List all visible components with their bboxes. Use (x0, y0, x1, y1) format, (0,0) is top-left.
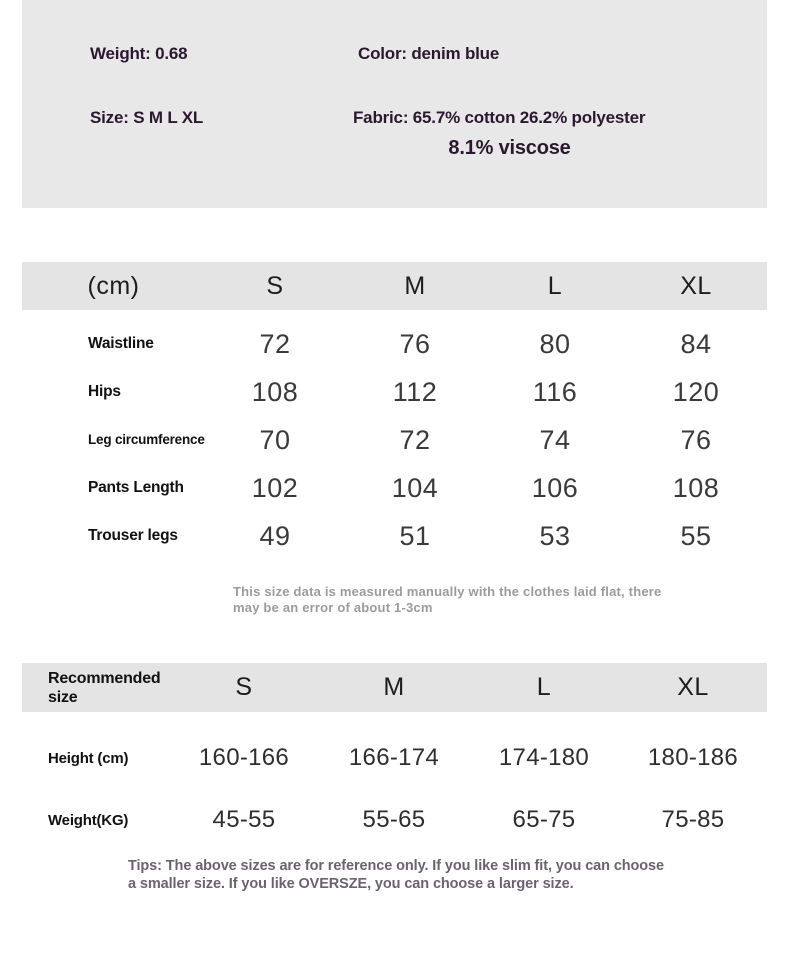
product-size: Size: S M L XL (90, 108, 204, 127)
cell-value: 55 (680, 520, 712, 551)
column-header-l: L (536, 673, 552, 701)
size-table-unit-header: (cm) (87, 271, 140, 300)
cell-value: 70 (259, 424, 291, 455)
table-row-pants-length (22, 464, 767, 512)
table-row-trouser-legs (22, 512, 767, 560)
cell-value: 102 (251, 472, 299, 503)
column-header-s: S (266, 271, 284, 300)
row-label: Weight(KG) (48, 811, 129, 829)
cell-value: 53 (539, 520, 571, 551)
table-row-weight (22, 789, 767, 851)
column-header-m: M (404, 271, 426, 300)
cell-value: 106 (531, 472, 579, 503)
recommended-table-header (22, 663, 767, 712)
product-fabric: Fabric: 65.7% cotton 26.2% polyester (353, 108, 646, 127)
product-weight: Weight: 0.68 (90, 44, 188, 63)
column-header-xl: XL (677, 673, 709, 701)
cell-value: 72 (259, 328, 291, 359)
cell-value: 84 (680, 328, 712, 359)
cell-value: 180-186 (647, 744, 739, 771)
cell-value: 166-174 (348, 744, 440, 771)
cell-value: 74 (539, 424, 571, 455)
measurement-note: This size data is measured manually with the clothes laid flat, there may be an error of about 1-3cm (233, 584, 662, 615)
cell-value: 116 (532, 376, 578, 407)
cell-value: 104 (391, 472, 439, 503)
table-row-height (22, 727, 767, 789)
row-label: Pants Length (88, 478, 184, 496)
cell-value: 65-75 (512, 806, 576, 833)
row-label: Hips (88, 382, 121, 400)
table-row-hips (22, 368, 767, 416)
cell-value: 108 (251, 376, 299, 407)
cell-value: 45-55 (212, 806, 276, 833)
table-row-waistline (22, 320, 767, 368)
row-label: Height (cm) (48, 749, 129, 767)
cell-value: 120 (672, 376, 720, 407)
product-info-panel (22, 0, 767, 208)
column-header-s: S (235, 673, 253, 701)
cell-value: 112 (392, 376, 438, 407)
cell-value: 174-180 (498, 744, 590, 771)
cell-value: 55-65 (362, 806, 426, 833)
size-table-header (22, 262, 767, 310)
cell-value: 76 (399, 328, 431, 359)
cell-value: 49 (259, 520, 291, 551)
row-label: Trouser legs (88, 526, 178, 544)
table-row-leg-circumference (22, 416, 767, 464)
cell-value: 51 (399, 520, 431, 551)
size-table-body (22, 320, 767, 560)
product-color: Color: denim blue (358, 44, 500, 63)
cell-value: 72 (399, 424, 431, 455)
column-header-m: M (383, 673, 405, 701)
cell-value: 160-166 (198, 744, 290, 771)
recommended-size-label: Recommended size (48, 669, 161, 706)
tips-text: Tips: The above sizes are for reference only. If you like slim fit, you can choose a smaller size. If you like OVERSZE, you can choose a larger size. (128, 858, 664, 892)
cell-value: 108 (672, 472, 720, 503)
row-label: Waistline (88, 334, 154, 352)
cell-value: 75-85 (661, 806, 725, 833)
row-label: Leg circumference (88, 431, 205, 447)
cell-value: 80 (539, 328, 571, 359)
recommended-table-body (22, 727, 767, 851)
product-fabric-viscose: 8.1% viscose (448, 137, 571, 159)
column-header-l: L (547, 271, 563, 300)
column-header-xl: XL (680, 271, 712, 300)
cell-value: 76 (680, 424, 712, 455)
